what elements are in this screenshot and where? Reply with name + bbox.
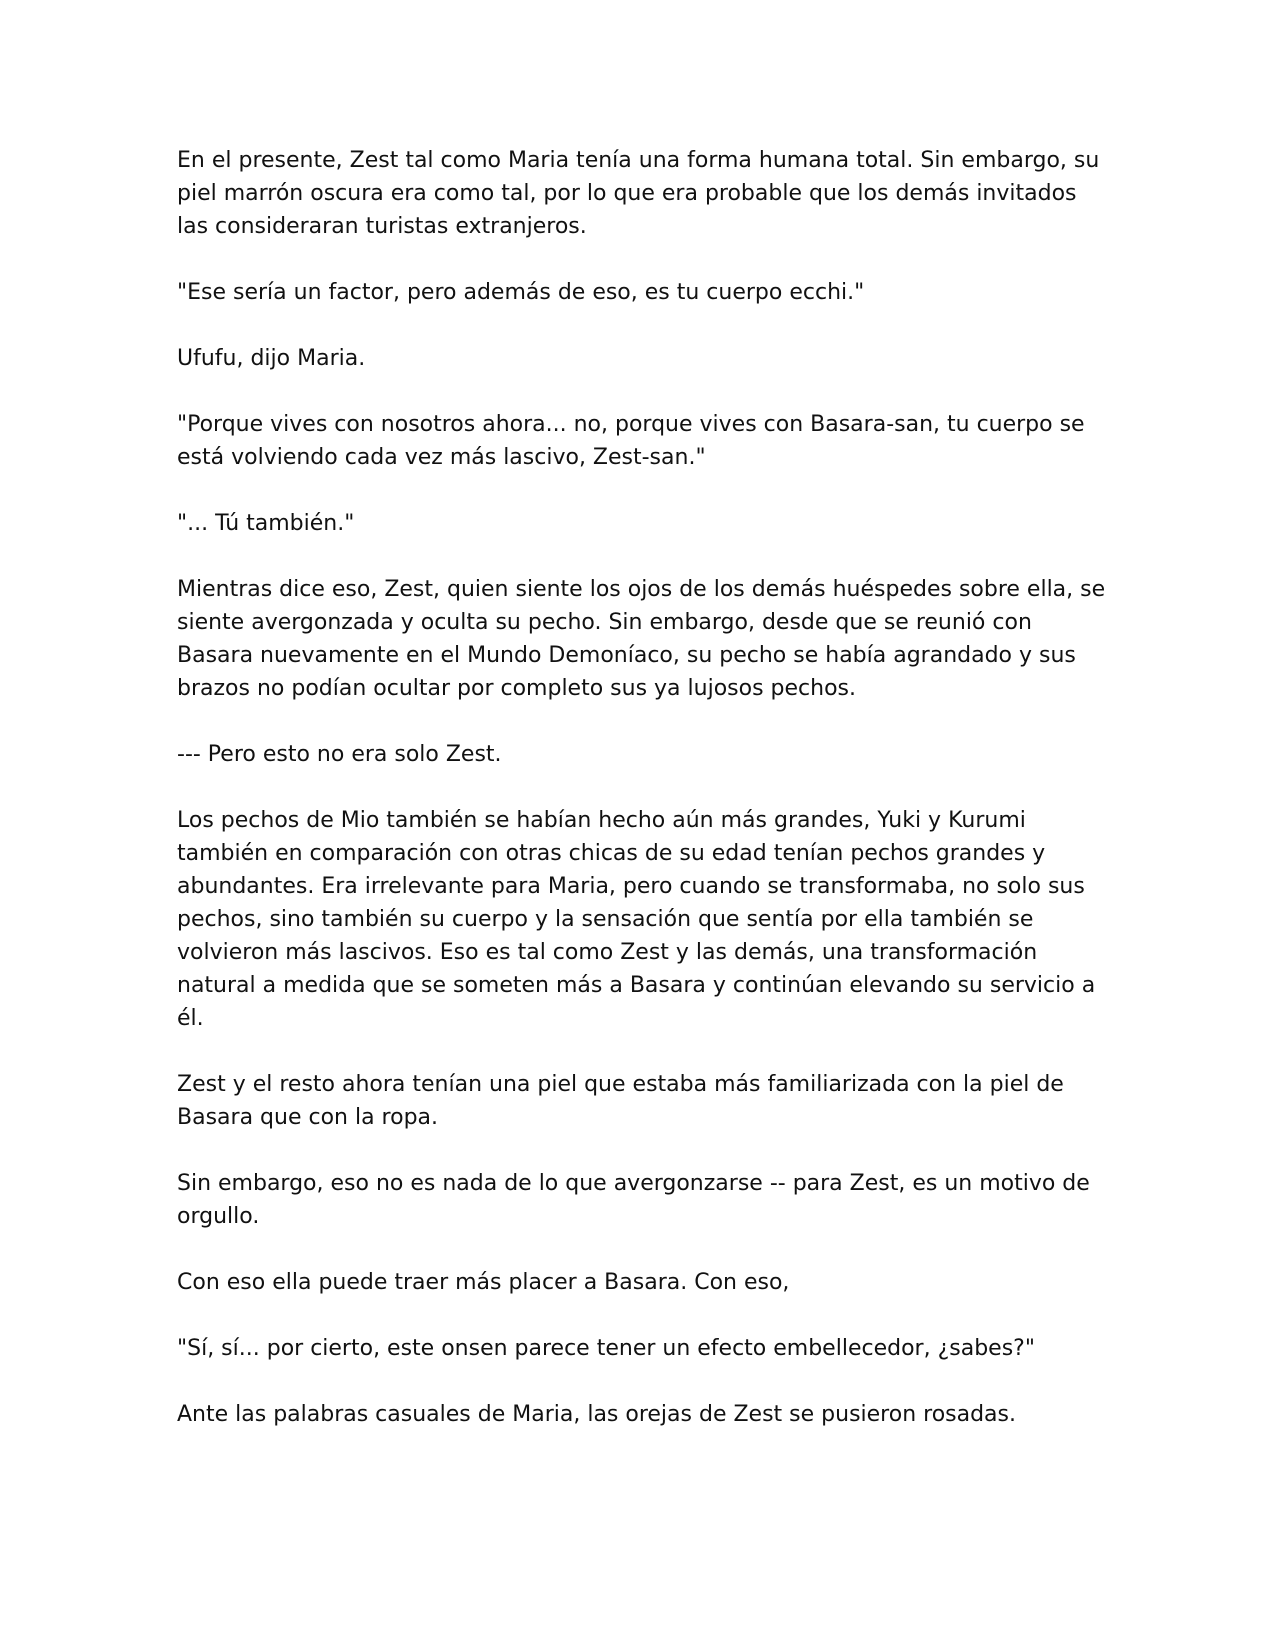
paragraph-3: Ufufu, dijo Maria. — [177, 346, 366, 371]
paragraph-5: "... Tú también." — [177, 511, 355, 536]
paragraph-10: Sin embargo, eso no es nada de lo que avergonzarse -- para Zest, es un motivo de orgullo. — [177, 1171, 1090, 1229]
paragraph-6: Mientras dice eso, Zest, quien siente los ojos de los demás huéspedes sobre ella, se siente avergonzada y oculta su pecho. Sin embargo, desde que se reunió con Basara nuevamente en el Mundo Demoníaco, su pecho se había agrandado y sus brazos no podían ocultar por completo sus ya lujosos pechos. — [177, 577, 1106, 701]
paragraph-12: "Sí, sí... por cierto, este onsen parece tener un efecto embellecedor, ¿sabes?" — [177, 1336, 1035, 1361]
paragraph-7: --- Pero esto no era solo Zest. — [177, 742, 502, 767]
paragraph-13: Ante las palabras casuales de Maria, las orejas de Zest se pusieron rosadas. — [177, 1402, 1016, 1427]
paragraph-4: "Porque vives con nosotros ahora... no, porque vives con Basara-san, tu cuerpo se está volviendo cada vez más lascivo, Zest-san." — [177, 412, 1085, 470]
paragraph-11: Con eso ella puede traer más placer a Basara. Con eso, — [177, 1270, 790, 1295]
paragraph-1: En el presente, Zest tal como Maria tenía una forma humana total. Sin embargo, su piel marrón oscura era como tal, por lo que era probable que los demás invitados las consideraran turistas extranjeros. — [177, 148, 1100, 239]
paragraph-9: Zest y el resto ahora tenían una piel que estaba más familiarizada con la piel de Basara que con la ropa. — [177, 1072, 1064, 1130]
document-page — [177, 144, 1107, 1464]
paragraph-8: Los pechos de Mio también se habían hecho aún más grandes, Yuki y Kurumi también en comparación con otras chicas de su edad tenían pechos grandes y abundantes. Era irrelevante para Maria, pero cuando se transformaba, no solo sus pechos, sino también su cuerpo y la sensación que sentía por ella también se volvieron más lascivos. Eso es tal como Zest y las demás, una transformación natural a medida que se someten más a Basara y continúan elevando su servicio a él. — [177, 808, 1096, 1031]
paragraph-2: "Ese sería un factor, pero además de eso, es tu cuerpo ecchi." — [177, 280, 865, 305]
